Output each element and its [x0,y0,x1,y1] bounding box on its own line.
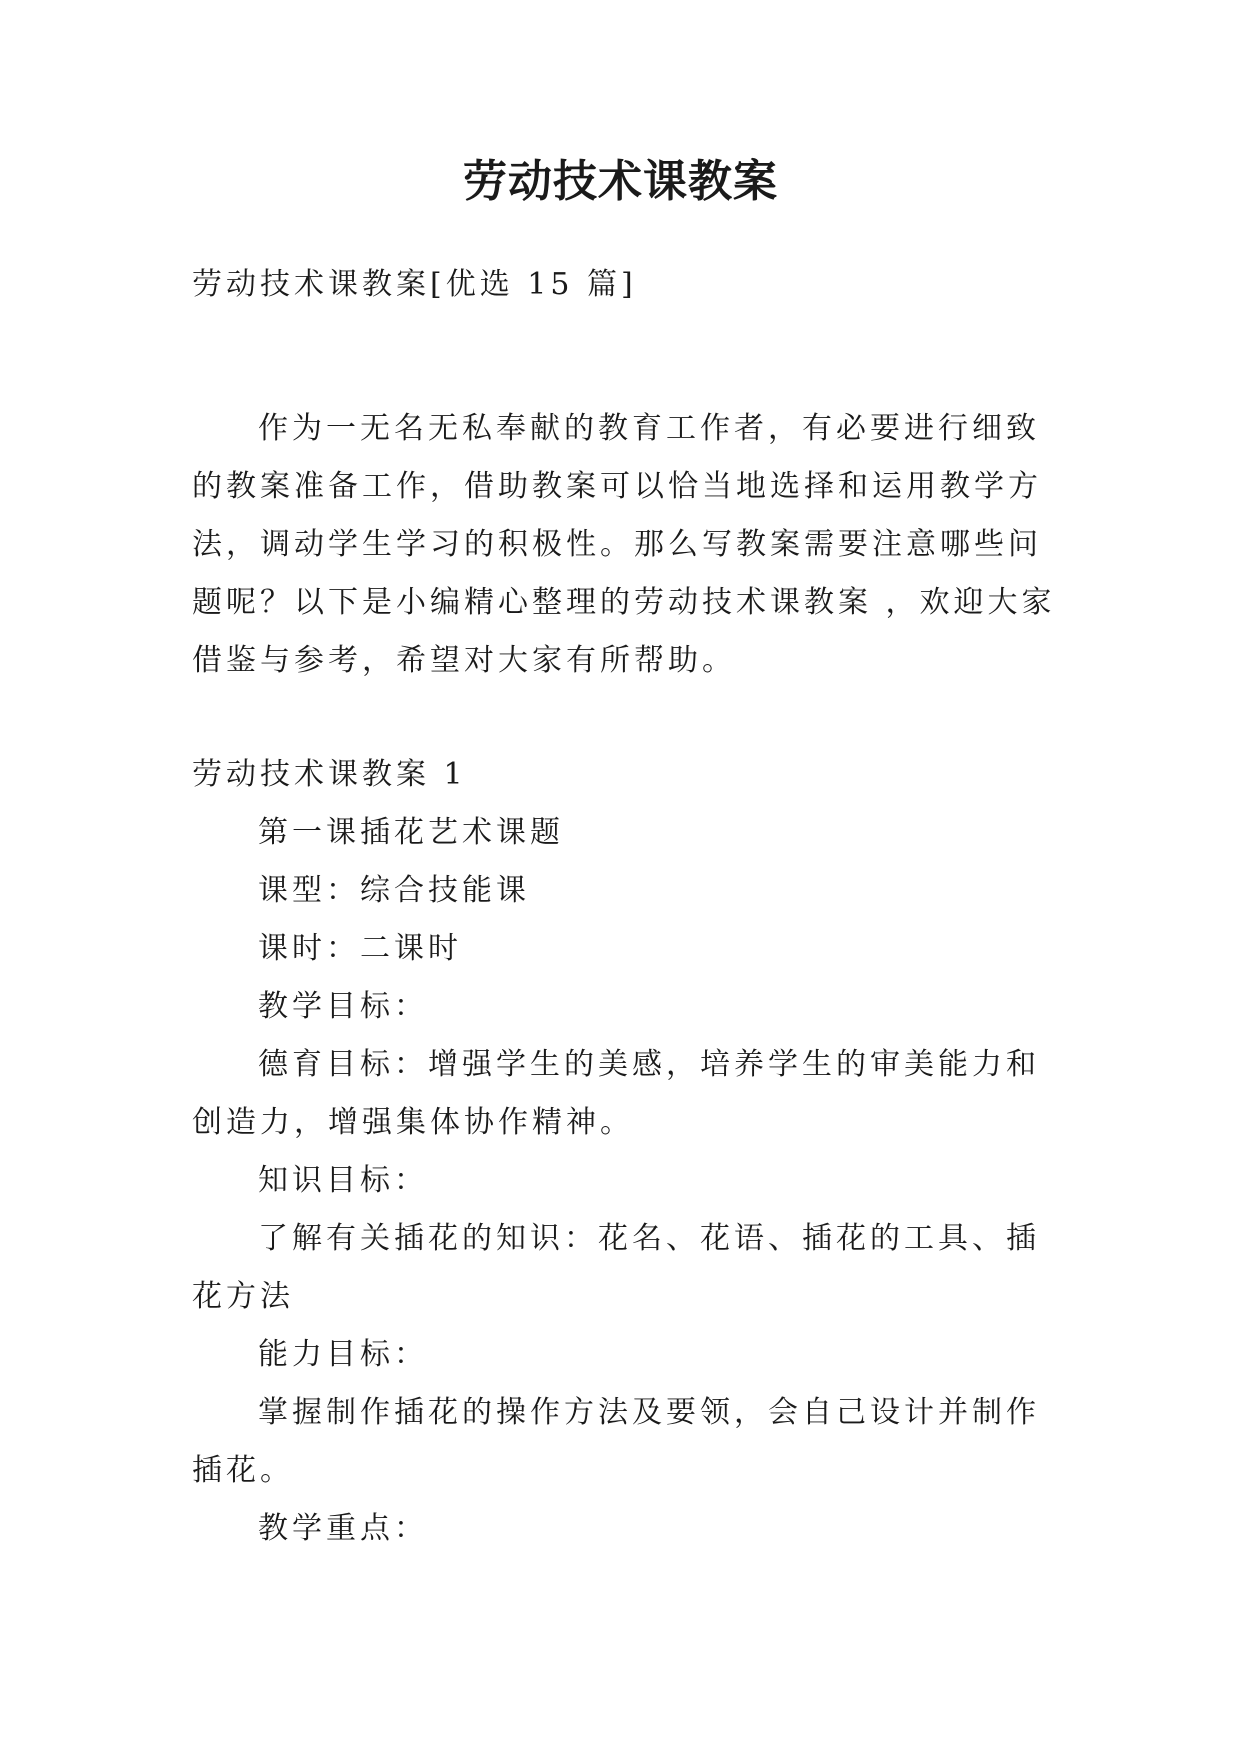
teaching-focus-label: 教学重点： [258,1511,428,1546]
intro-paragraph: 作为一无名无私奉献的教育工作者，有必要进行细致的教案准备工作，借助教案可以恰当地选择和运用教学方法，调动学生学习的积极性。那么写教案需要注意哪些问题呢？以下是小编精心整理的劳动技术课教案 ，欢迎大家借鉴与参考，希望对大家有所帮助。 [192,411,1056,678]
section-heading: 劳动技术课教案 1 [192,757,467,792]
lesson-hours: 课时：二课时 [258,931,462,966]
moral-goal-paragraph: 德育目标：增强学生的美感，培养学生的审美能力和创造力，增强集体协作精神。 [192,1047,1040,1140]
teaching-goals-label: 教学目标： [258,989,428,1024]
document-subtitle: 劳动技术课教案[优选 15 篇] [192,267,637,302]
document-title: 劳动技术课教案 [463,156,778,207]
ability-goal-paragraph: 掌握制作插花的操作方法及要领，会自己设计并制作插花。 [192,1395,1040,1488]
knowledge-goal-label: 知识目标： [258,1163,428,1198]
lesson-title: 第一课插花艺术课题 [258,815,564,850]
knowledge-goal-paragraph: 了解有关插花的知识：花名、花语、插花的工具、插花方法 [192,1221,1040,1314]
ability-goal-label: 能力目标： [258,1337,428,1372]
lesson-type: 课型：综合技能课 [258,873,530,908]
